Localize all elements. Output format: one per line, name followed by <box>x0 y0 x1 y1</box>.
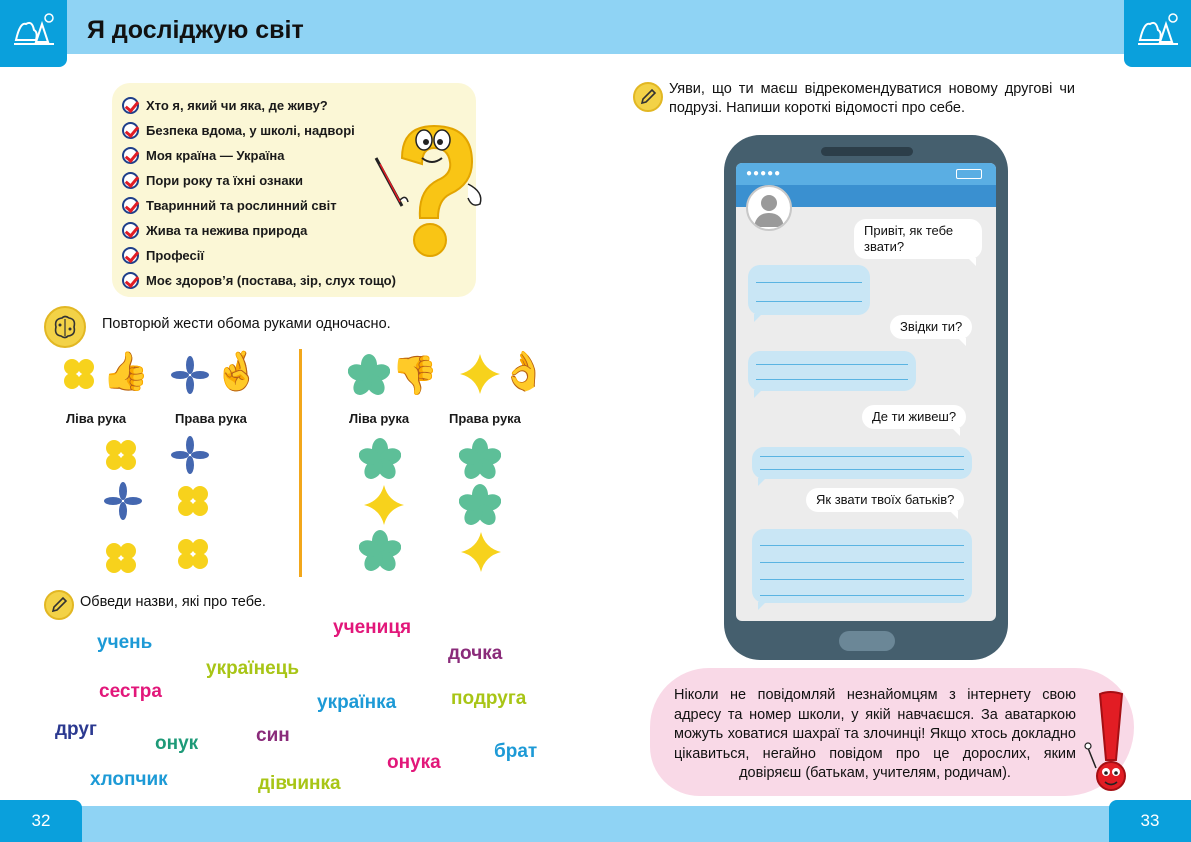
answer-line <box>756 301 862 302</box>
answer-line <box>760 456 964 457</box>
fingers-crossed-icon: 🤞 <box>213 351 261 393</box>
green-flower-icon <box>348 354 390 396</box>
yellow-star-icon <box>364 485 404 525</box>
word-option[interactable]: брат <box>494 741 538 762</box>
checkmark-icon <box>122 97 139 114</box>
word-option[interactable]: українка <box>317 692 397 713</box>
list-item <box>122 118 396 143</box>
exclamation-mascot-icon <box>1084 690 1136 796</box>
safety-warning-box <box>650 668 1134 796</box>
word-option[interactable]: онука <box>387 752 441 773</box>
checkmark-icon <box>122 147 139 164</box>
answer-line <box>756 379 908 380</box>
answer-bubble[interactable] <box>752 529 972 603</box>
pencil-icon <box>633 82 663 112</box>
answer-line <box>756 282 862 283</box>
page-title: Я досліджую світ <box>87 16 304 44</box>
word-option[interactable]: друг <box>55 719 97 740</box>
blue-flower-icon <box>171 356 209 394</box>
header-corner-right <box>1124 0 1191 67</box>
status-bar <box>736 163 996 185</box>
list-item <box>122 143 396 168</box>
list-item <box>122 168 396 193</box>
topic-label: Професії <box>146 248 204 263</box>
chat-question: Як звати твоїх батьків? <box>806 488 964 512</box>
checkmark-icon <box>122 247 139 264</box>
phone-screen <box>736 163 996 621</box>
chat-question: Де ти живеш? <box>862 405 966 429</box>
checkmark-icon <box>122 272 139 289</box>
ok-hand-icon: 👌 <box>500 351 548 393</box>
left-hand-label: Ліва рука <box>66 411 127 426</box>
thumbs-down-icon: 👎 <box>391 355 439 397</box>
yellow-clover-icon <box>104 438 138 472</box>
word-option[interactable]: учениця <box>333 617 412 638</box>
checkmark-icon <box>122 197 139 214</box>
nature-icon <box>12 10 56 50</box>
list-item <box>122 243 396 268</box>
list-item <box>122 268 396 293</box>
page-number-left: 32 <box>0 800 82 842</box>
yellow-clover-icon <box>176 537 210 571</box>
yellow-clover-icon <box>62 357 96 391</box>
chat-question: Звідки ти? <box>890 315 972 339</box>
answer-line <box>760 469 964 470</box>
phone-home-button <box>839 631 895 651</box>
word-option[interactable]: онук <box>155 733 199 754</box>
word-option[interactable]: дівчинка <box>258 773 341 794</box>
word-option[interactable]: учень <box>97 632 153 653</box>
topic-label: Моя країна — Україна <box>146 148 285 163</box>
green-flower-icon <box>459 484 501 526</box>
gestures-instruction: Повторюй жести обома руками одночасно. <box>102 316 391 332</box>
green-flower-icon <box>359 438 401 480</box>
topics-list <box>122 93 396 293</box>
footer-bar <box>0 806 1191 842</box>
blue-flower-icon <box>171 436 209 474</box>
list-item <box>122 193 396 218</box>
safety-warning-text: Ніколи не повідомляй незнайомцям з інтернету свою адресу та номер школи, у якій навчаєшся. За аватаркою можуть ховатися шахраї та злочинці! Якщо хтось докладно цікавиться, негайно повідом про це дорослих, яким довіряєш (батькам, учителям, родичам). <box>674 687 1076 781</box>
answer-line <box>760 579 964 580</box>
word-option[interactable]: подруга <box>451 688 527 709</box>
topic-label: Тваринний та рослинний світ <box>146 198 337 213</box>
phone-mockup <box>724 135 1008 660</box>
topic-label: Безпека вдома, у школі, надворі <box>146 123 355 138</box>
topic-label: Хто я, який чи яка, де живу? <box>146 98 328 113</box>
answer-line <box>760 545 964 546</box>
topic-label: Моє здоров’я (постава, зір, слух тощо) <box>146 273 396 288</box>
green-flower-icon <box>459 438 501 480</box>
list-item <box>122 218 396 243</box>
list-item <box>122 93 396 118</box>
page-number-right: 33 <box>1109 800 1191 842</box>
topic-label: Пори року та їхні ознаки <box>146 173 304 188</box>
word-option[interactable]: син <box>256 725 290 746</box>
checkmark-icon <box>122 122 139 139</box>
blue-flower-icon <box>104 482 142 520</box>
topic-label: Жива та нежива природа <box>146 223 308 238</box>
signal-dots-icon: ●●●●● <box>746 168 782 179</box>
nature-icon <box>1136 10 1180 50</box>
names-instruction: Обведи назви, які про тебе. <box>80 594 266 610</box>
word-option[interactable]: хлопчик <box>90 769 168 790</box>
answer-line <box>760 595 964 596</box>
header-corner-left <box>0 0 67 67</box>
question-mark-mascot-icon <box>372 118 488 258</box>
phone-speaker <box>821 147 913 156</box>
avatar <box>746 185 792 231</box>
left-hand-label: Ліва рука <box>349 411 410 426</box>
pencil-icon <box>44 590 74 620</box>
yellow-clover-icon <box>176 484 210 518</box>
word-option[interactable]: дочка <box>448 643 503 664</box>
user-avatar-icon <box>748 187 790 229</box>
right-hand-label: Права рука <box>449 411 521 426</box>
answer-line <box>756 364 908 365</box>
yellow-clover-icon <box>104 541 138 575</box>
chat-question: Привіт, як тебе звати? <box>854 219 982 259</box>
yellow-star-icon <box>460 354 500 394</box>
yellow-star-icon <box>461 532 501 572</box>
word-option[interactable]: сестра <box>99 681 162 702</box>
checkmark-icon <box>122 172 139 189</box>
battery-icon <box>956 169 982 179</box>
answer-bubble[interactable] <box>748 265 870 315</box>
brain-icon <box>44 306 86 348</box>
green-flower-icon <box>359 530 401 572</box>
answer-bubble[interactable] <box>752 447 972 479</box>
thumbs-up-icon: 👍 <box>102 351 150 393</box>
answer-bubble[interactable] <box>748 351 916 391</box>
checkmark-icon <box>122 222 139 239</box>
answer-line <box>760 562 964 563</box>
word-option[interactable]: українець <box>206 658 299 679</box>
right-hand-label: Права рука <box>175 411 247 426</box>
phone-instruction: Уяви, що ти маєш відрекомендуватися новому другові чи подрузі. Напиши короткі відомості про себе. <box>669 81 1075 116</box>
gestures-divider <box>299 349 302 577</box>
